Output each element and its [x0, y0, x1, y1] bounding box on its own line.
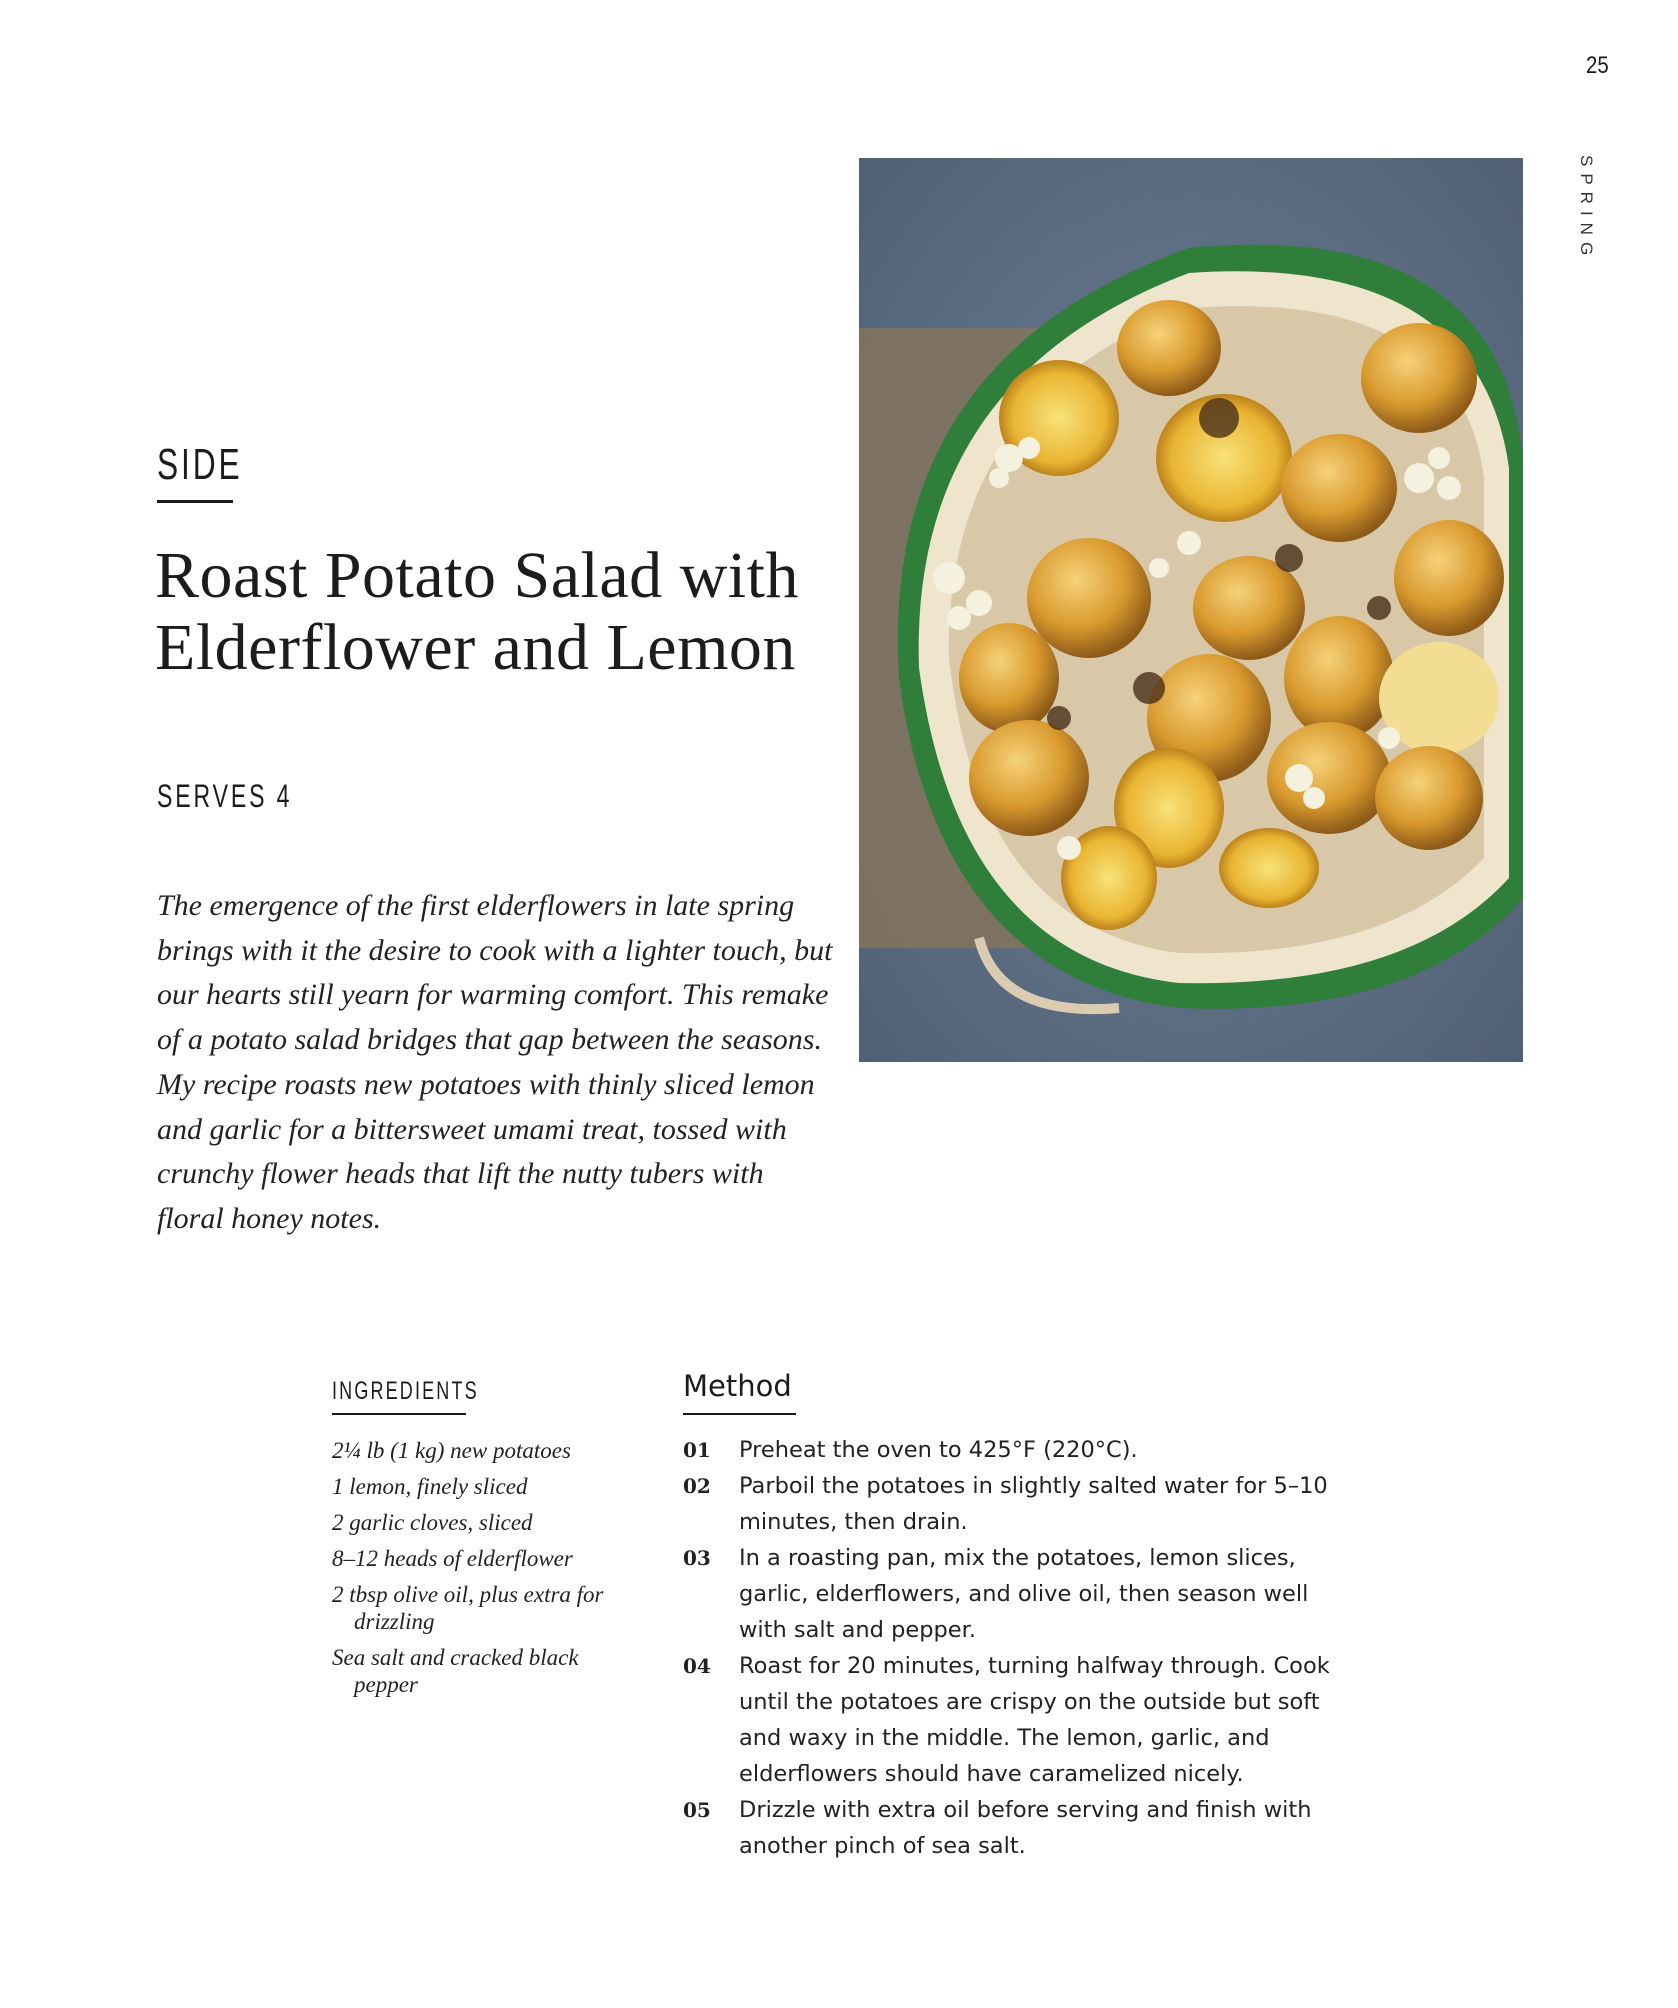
page-number: 25 [1586, 52, 1609, 79]
serves-label: SERVES 4 [157, 778, 293, 814]
step-text: In a roasting pan, mix the potatoes, lemon slices, garlic, elderflowers, and olive oil, then season well with salt and pepper. [739, 1545, 1309, 1643]
recipe-title: Roast Potato Salad with Elderflower and Lemon [155, 539, 799, 684]
method-step [683, 1432, 1343, 1468]
ingredient-item: 2¼ lb (1 kg) new potatoes [332, 1438, 571, 1463]
step-number: 01 [683, 1438, 711, 1462]
ingredient-item: 2 tbsp olive oil, plus extra for drizzling [332, 1582, 604, 1634]
roast-potato-dish-illustration [859, 158, 1523, 1062]
ingredient-item: Sea salt and cracked black pepper [332, 1645, 579, 1697]
ingredient-item: 2 garlic cloves, sliced [332, 1510, 533, 1535]
method-step [683, 1792, 1343, 1864]
method-heading: Method [683, 1369, 792, 1403]
method-steps [683, 1432, 1343, 1864]
ingredient-item: 1 lemon, finely sliced [332, 1474, 528, 1499]
recipe-category: SIDE [157, 440, 243, 489]
ingredient-item: 8–12 heads of elderflower [332, 1546, 573, 1571]
method-step [683, 1648, 1343, 1792]
method-step [683, 1468, 1343, 1540]
section-label: SPRING [1577, 155, 1596, 263]
method-step [683, 1540, 1343, 1648]
step-text: Parboil the potatoes in slightly salted water for 5–10 minutes, then drain. [739, 1473, 1328, 1535]
step-text: Roast for 20 minutes, turning halfway through. Cook until the potatoes are crispy on the outside but soft and waxy in the middle. The lemon, garlic, and elderflowers should have caramelized nicely. [739, 1653, 1330, 1787]
step-text: Drizzle with extra oil before serving and finish with another pinch of sea salt. [739, 1797, 1312, 1859]
method-underline [683, 1413, 796, 1415]
step-number: 03 [683, 1546, 711, 1570]
step-text: Preheat the oven to 425°F (220°C). [739, 1437, 1138, 1463]
recipe-intro: The emergence of the first elderflowers in late spring brings with it the desire to cook with a lighter touch, but our hearts still yearn for warming comfort. This remake of a potato salad bridges that gap between the seasons. My recipe roasts new potatoes with thinly sliced lemon and garlic for a bittersweet umami treat, tossed with crunchy flower heads that lift the nutty tubers with floral honey notes. [157, 889, 833, 1235]
step-number: 04 [683, 1654, 711, 1678]
category-underline [157, 500, 233, 503]
ingredients-underline [332, 1413, 466, 1415]
ingredients-list [332, 1437, 642, 1707]
step-number: 02 [683, 1474, 711, 1498]
step-number: 05 [683, 1798, 711, 1822]
recipe-photo [859, 158, 1523, 1062]
ingredients-heading: INGREDIENTS [332, 1377, 479, 1405]
